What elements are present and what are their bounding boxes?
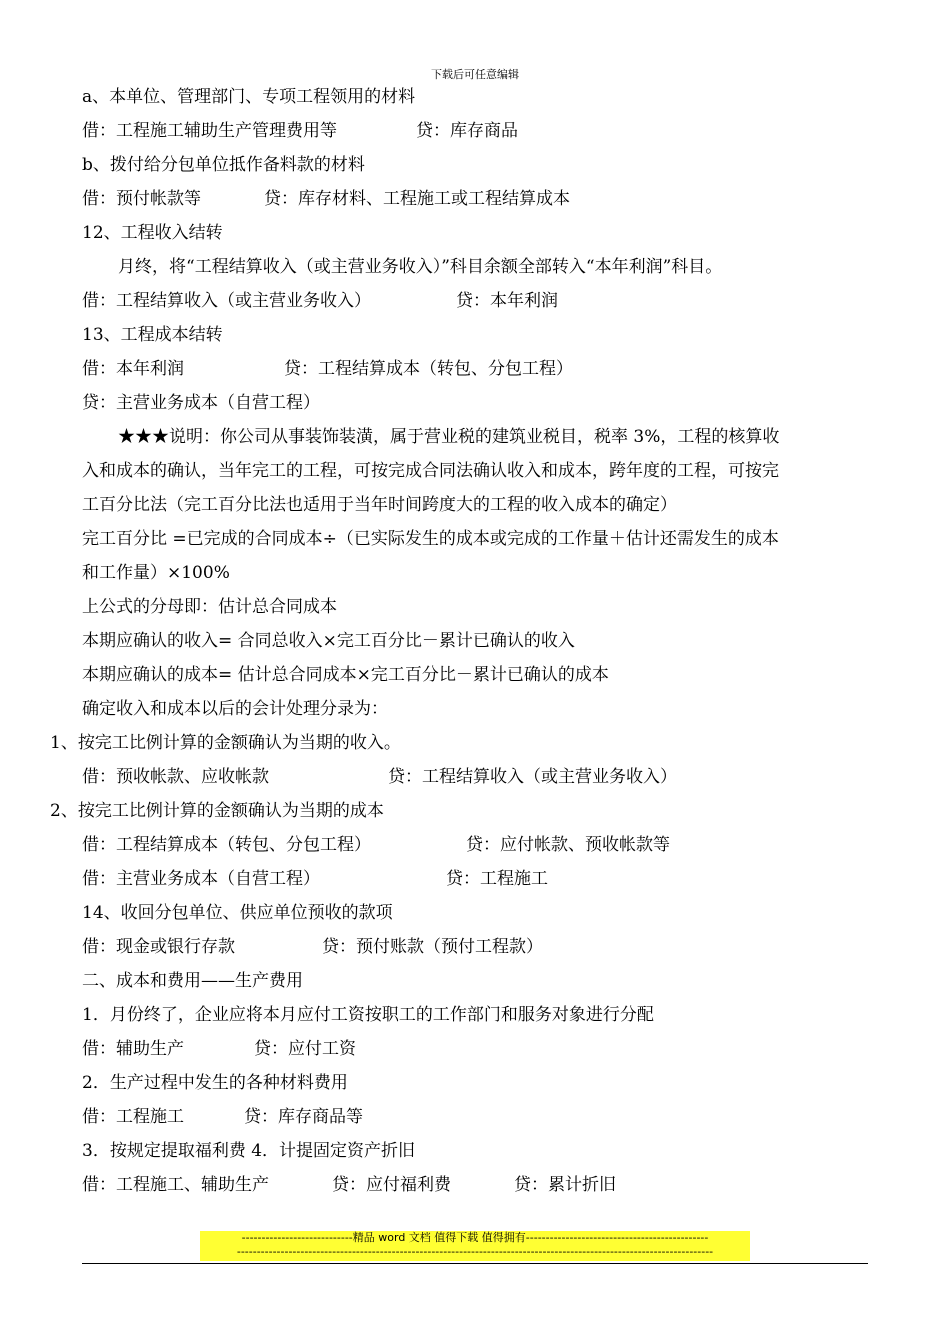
line-25: 14、收回分包单位、供应单位预收的款项	[82, 903, 393, 923]
credit-text: 贷：工程结算成本（转包、分包工程）	[284, 359, 573, 379]
line-32: 3．按规定提取福利费 4．计提固定资产折旧	[82, 1141, 416, 1161]
line-12: 入和成本的确认，当年完工的工程，可按完成合同法确认收入和成本，跨年度的工程，可按完	[82, 461, 779, 481]
debit-text: 借：工程结算成本（转包、分包工程）	[82, 835, 371, 855]
debit-text: 借：工程施工、辅助生产	[82, 1175, 269, 1195]
line-14: 完工百分比 =已完成的合同成本÷（已实际发生的成本或完成的工作量＋估计还需发生的成本	[82, 529, 779, 549]
credit-text: 贷：本年利润	[456, 291, 558, 311]
line-1: a、本单位、管理部门、专项工程领用的材料	[82, 87, 416, 107]
line-27: 二、成本和费用——生产费用	[82, 971, 303, 991]
footer-banner	[200, 1231, 750, 1261]
debit-text: 借：本年利润	[82, 359, 184, 379]
header-note: 下载后可任意编辑	[431, 68, 519, 81]
footer-banner-line-1: ----------------------------精品 word 文档 值得下载 值得拥有----------------------------------------------	[241, 1231, 709, 1244]
credit-text: 贷：累计折旧	[514, 1175, 616, 1195]
line-13: 工百分比法（完工百分比法也适用于当年时间跨度大的工程的收入成本的确定）	[82, 495, 677, 515]
debit-text: 借：工程施工	[82, 1107, 184, 1127]
line-10: 贷：主营业务成本（自营工程）	[82, 393, 320, 413]
line-6: 月终，将“工程结算收入（或主营业务收入）”科目余额全部转入“本年利润”科目。	[118, 257, 723, 277]
line-15: 和工作量）×100%	[82, 563, 230, 583]
line-18: 本期应确认的成本= 估计总合同成本×完工百分比－累计已确认的成本	[82, 665, 609, 685]
credit-text: 贷：应付帐款、预收帐款等	[466, 835, 670, 855]
line-22: 2、按完工比例计算的金额确认为当期的成本	[50, 801, 384, 821]
debit-text: 借：工程施工辅助生产管理费用等	[82, 121, 337, 141]
line-28: 1．月份终了，企业应将本月应付工资按职工的工作部门和服务对象进行分配	[82, 1005, 654, 1025]
debit-text: 借：辅助生产	[82, 1039, 184, 1059]
debit-text: 借：预收帐款、应收帐款	[82, 767, 269, 787]
credit-text: 贷：工程施工	[446, 869, 548, 889]
footer-banner-line-2: ------------------------------------------------------------------------------------------------------------------------	[236, 1245, 714, 1258]
credit-text: 贷：库存商品	[416, 121, 518, 141]
footer-rule	[82, 1263, 868, 1264]
line-8: 13、工程成本结转	[82, 325, 223, 345]
line-16: 上公式的分母即：估计总合同成本	[82, 597, 337, 617]
line-17: 本期应确认的收入= 合同总收入×完工百分比－累计已确认的收入	[82, 631, 575, 651]
line-11: ★★★说明：你公司从事装饰装潢，属于营业税的建筑业税目，税率 3%，工程的核算收	[118, 427, 780, 447]
line-20: 1、按完工比例计算的金额确认为当期的收入。	[50, 733, 401, 753]
line-30: 2．生产过程中发生的各种材料费用	[82, 1073, 348, 1093]
credit-text: 贷：预付账款（预付工程款）	[322, 937, 543, 957]
line-5: 12、工程收入结转	[82, 223, 223, 243]
line-19: 确定收入和成本以后的会计处理分录为：	[82, 699, 388, 719]
debit-text: 借：预付帐款等	[82, 189, 201, 209]
credit-text: 贷：应付福利费	[332, 1175, 451, 1195]
credit-text: 贷：工程结算收入（或主营业务收入）	[388, 767, 677, 787]
line-3: b、拨付给分包单位抵作备料款的材料	[82, 155, 365, 175]
debit-text: 借：工程结算收入（或主营业务收入）	[82, 291, 371, 311]
debit-text: 借：现金或银行存款	[82, 937, 235, 957]
credit-text: 贷：库存商品等	[244, 1107, 363, 1127]
credit-text: 贷：应付工资	[254, 1039, 356, 1059]
credit-text: 贷：库存材料、工程施工或工程结算成本	[264, 189, 570, 209]
debit-text: 借：主营业务成本（自营工程）	[82, 869, 320, 889]
